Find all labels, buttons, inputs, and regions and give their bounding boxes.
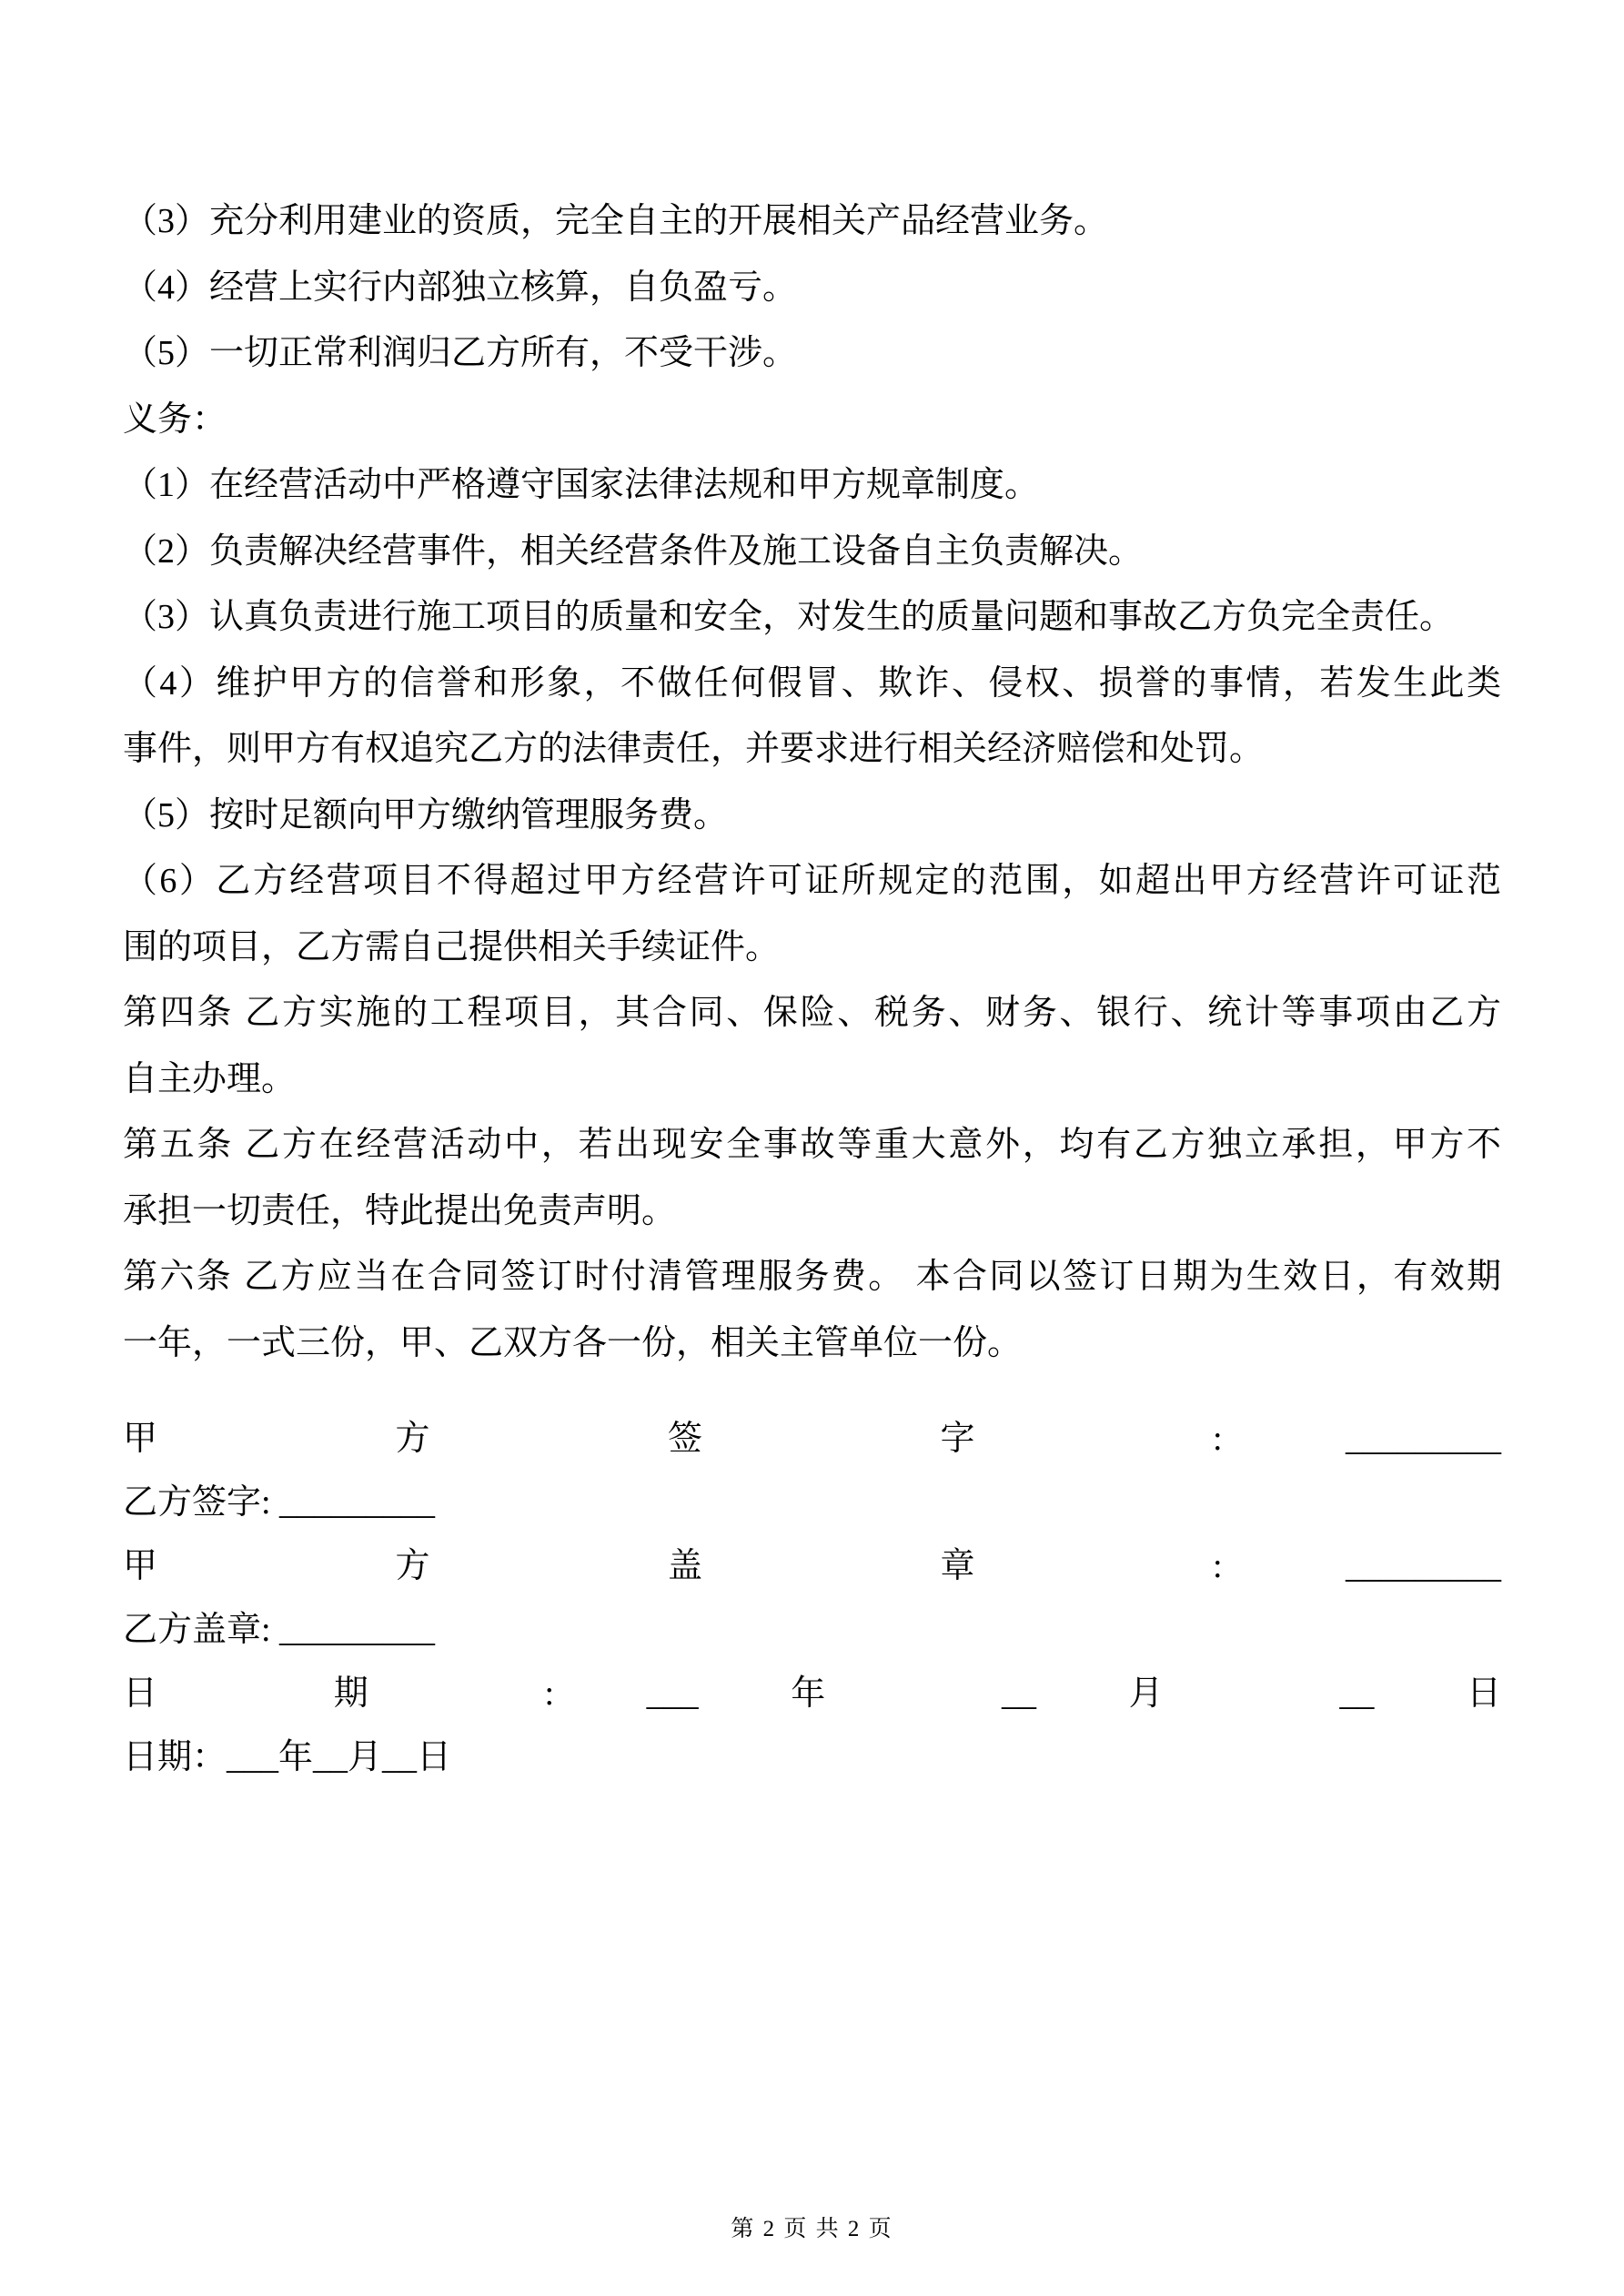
contract-line: 事件，则甲方有权追究乙方的法律责任，并要求进行相关经济赔偿和处罚。: [123, 730, 1265, 768]
signature-line-date-a: 日 期 : ___ 年 __ 月 __ 日: [123, 1674, 1501, 1713]
contract-line: （4）经营上实行内部独立核算，自负盈亏。: [123, 268, 798, 307]
clause-6-line: 第六条 乙方应当在合同签订时付清管理服务费。 本合同以签订日期为生效日，有效期: [123, 1258, 1501, 1296]
clause-5-line: 第五条 乙方在经营活动中，若出现安全事故等重大意外，均有乙方独立承担，甲方不: [123, 1126, 1501, 1164]
clause-5-line: 承担一切责任，特此提出免责声明。: [123, 1191, 677, 1230]
contract-body: [123, 188, 1501, 1789]
clause-4-line: 自主办理。: [123, 1059, 297, 1098]
contract-line: （5）一切正常利润归乙方所有，不受干涉。: [123, 334, 798, 372]
contract-line: （2）负责解决经营事件，相关经营条件及施工设备自主负责解决。: [123, 531, 1144, 571]
signature-line-party-a-sign: 甲 方 签 字 : _________: [123, 1420, 1501, 1458]
signature-line-party-a-seal: 甲 方 盖 章 : _________: [123, 1547, 1501, 1585]
contract-line: 围的项目，乙方需自己提供相关手续证件。: [123, 927, 781, 966]
signature-line-party-b-seal: 乙方盖章: _________: [123, 1611, 436, 1649]
clause-4-line: 第四条 乙方实施的工程项目，其合同、保险、税务、财务、银行、统计等事项由乙方: [123, 994, 1501, 1032]
contract-line: （4）维护甲方的信誉和形象，不做任何假冒、欺诈、侵权、损誉的事情，若发生此类: [123, 663, 1501, 703]
obligations-heading: 义务：: [123, 400, 227, 439]
contract-line: （3）认真负责进行施工项目的质量和安全，对发生的质量问题和事故乙方负完全责任。: [123, 598, 1455, 636]
page-footer: 第 2 页 共 2 页: [731, 2217, 893, 2241]
clause-6-line: 一年，一式三份，甲、乙双方各一份，相关主管单位一份。: [123, 1323, 1023, 1362]
contract-line: （6）乙方经营项目不得超过甲方经营许可证所规定的范围，如超出甲方经营许可证范: [123, 862, 1501, 900]
contract-line: （3）充分利用建业的资质，完全自主的开展相关产品经营业务。: [123, 202, 1109, 240]
signature-line-date-b: 日期：___年__月__日: [123, 1738, 452, 1776]
contract-line: （1）在经营活动中严格遵守国家法律法规和甲方规章制度。: [123, 466, 1040, 504]
signature-line-party-b-sign: 乙方签字: _________: [123, 1483, 436, 1522]
section-gap: [123, 1376, 1501, 1407]
contract-line: （5）按时足额向甲方缴纳管理服务费。: [123, 795, 729, 834]
